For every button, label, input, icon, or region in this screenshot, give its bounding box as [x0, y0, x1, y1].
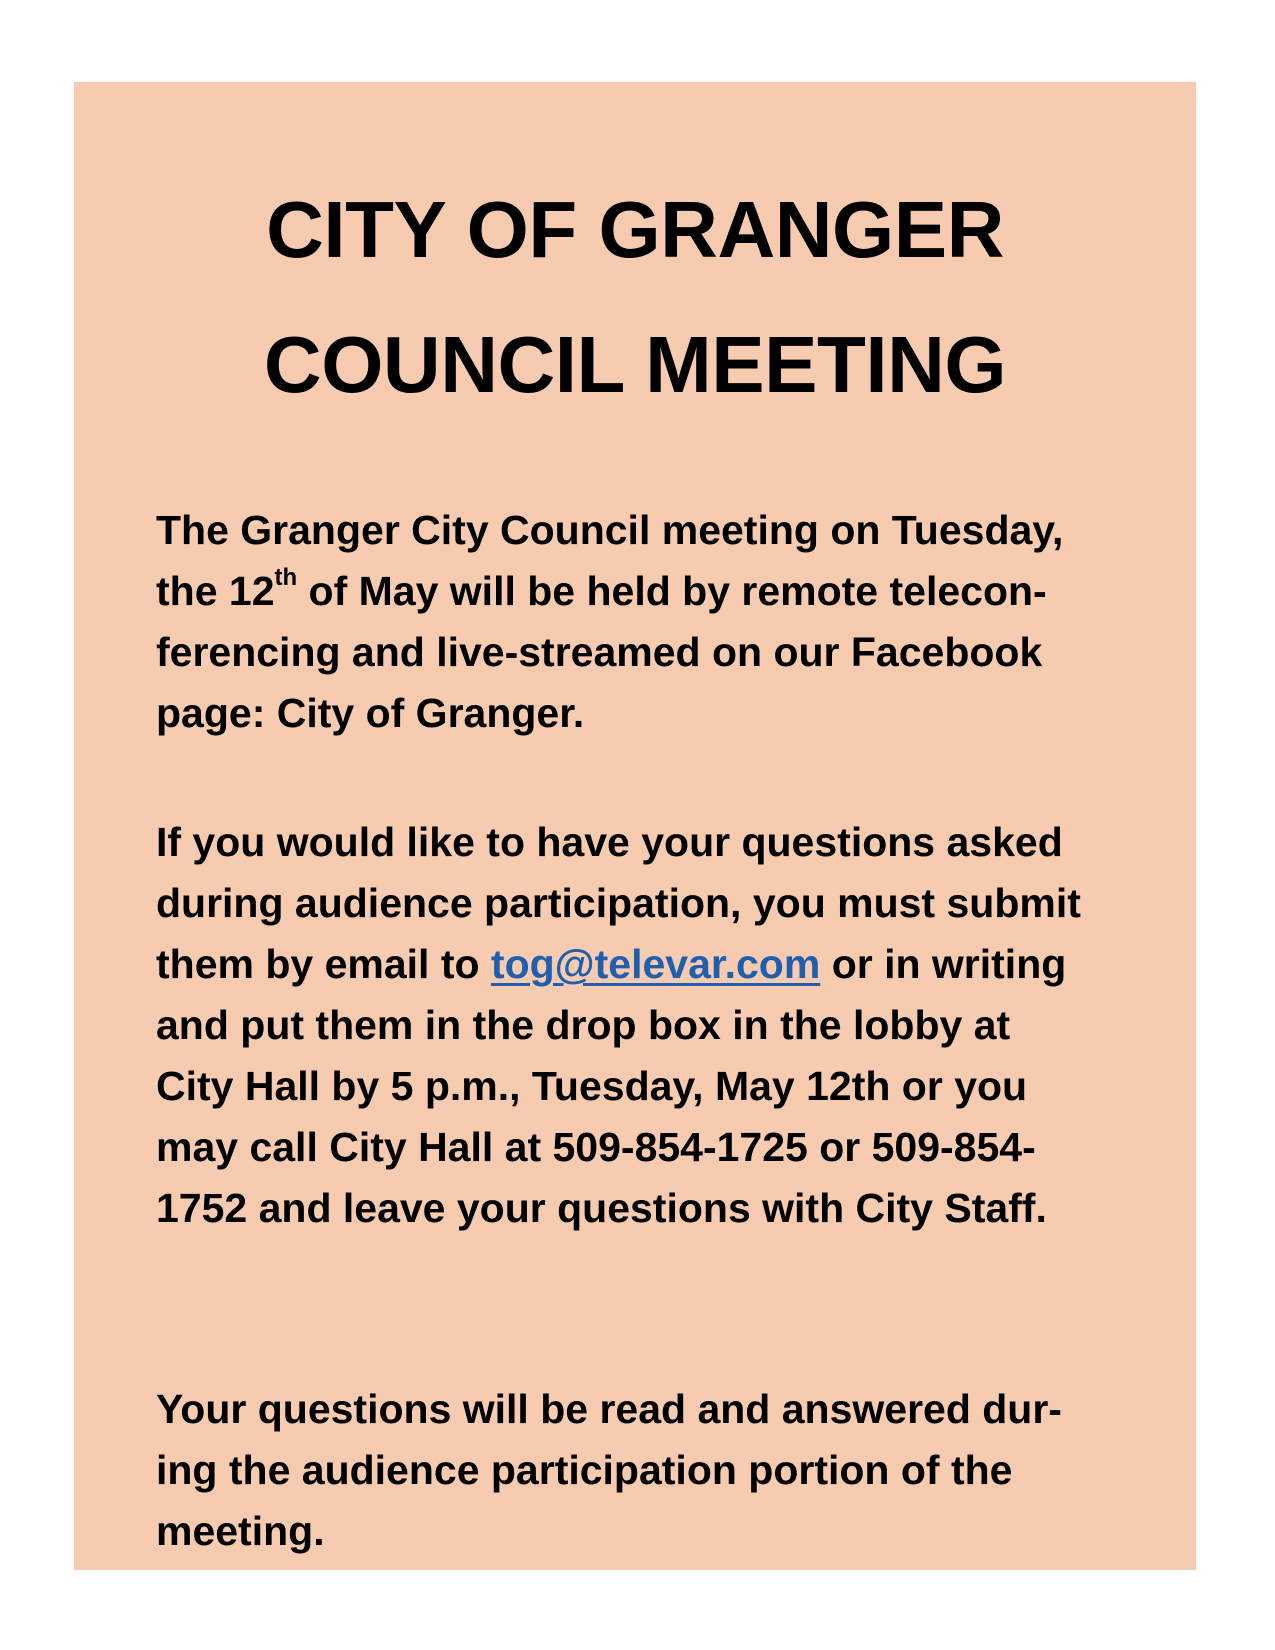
email-link[interactable]: tog@televar.com [490, 941, 821, 987]
paragraph-line: during audience participation, you must submit [156, 880, 1081, 926]
paragraph-line: page: City of Granger. [156, 690, 585, 736]
paragraph-text: them by email to [156, 941, 491, 987]
meeting-info-paragraph [156, 500, 1156, 744]
paragraph-line: may call City Hall at 509-854-1725 or 509-854- [156, 1124, 1036, 1170]
ordinal-suffix: th [274, 564, 298, 591]
paragraph-text: or in writing [820, 941, 1067, 987]
paragraph-line: ferencing and live-streamed on our Facebook [156, 629, 1043, 675]
title-line-2: COUNCIL MEETING [263, 320, 1007, 409]
paragraph-text: of May will be held by remote telecon- [297, 568, 1047, 614]
paragraph-line: The Granger City Council meeting on Tuesday, [156, 507, 1064, 553]
paragraph-line [156, 934, 1156, 995]
paragraph-line: City Hall by 5 p.m., Tuesday, May 12th or you [156, 1063, 1028, 1109]
paragraph-line: and put them in the drop box in the lobby at [156, 1002, 1011, 1048]
answers-paragraph [156, 1379, 1156, 1562]
title-line-1: CITY OF GRANGER [266, 185, 1004, 274]
paragraph-line: 1752 and leave your questions with City Staff. [156, 1185, 1047, 1231]
flyer-panel [74, 82, 1196, 1570]
paragraph-line: Your questions will be read and answered dur- [156, 1386, 1062, 1432]
paragraph-line: meeting. [156, 1508, 325, 1554]
paragraph-line [156, 561, 1156, 622]
questions-instructions-paragraph [156, 812, 1156, 1239]
date-text: the 12 [156, 568, 275, 614]
paragraph-line: If you would like to have your questions asked [156, 819, 1063, 865]
paragraph-line: ing the audience participation portion of the [156, 1447, 1013, 1493]
